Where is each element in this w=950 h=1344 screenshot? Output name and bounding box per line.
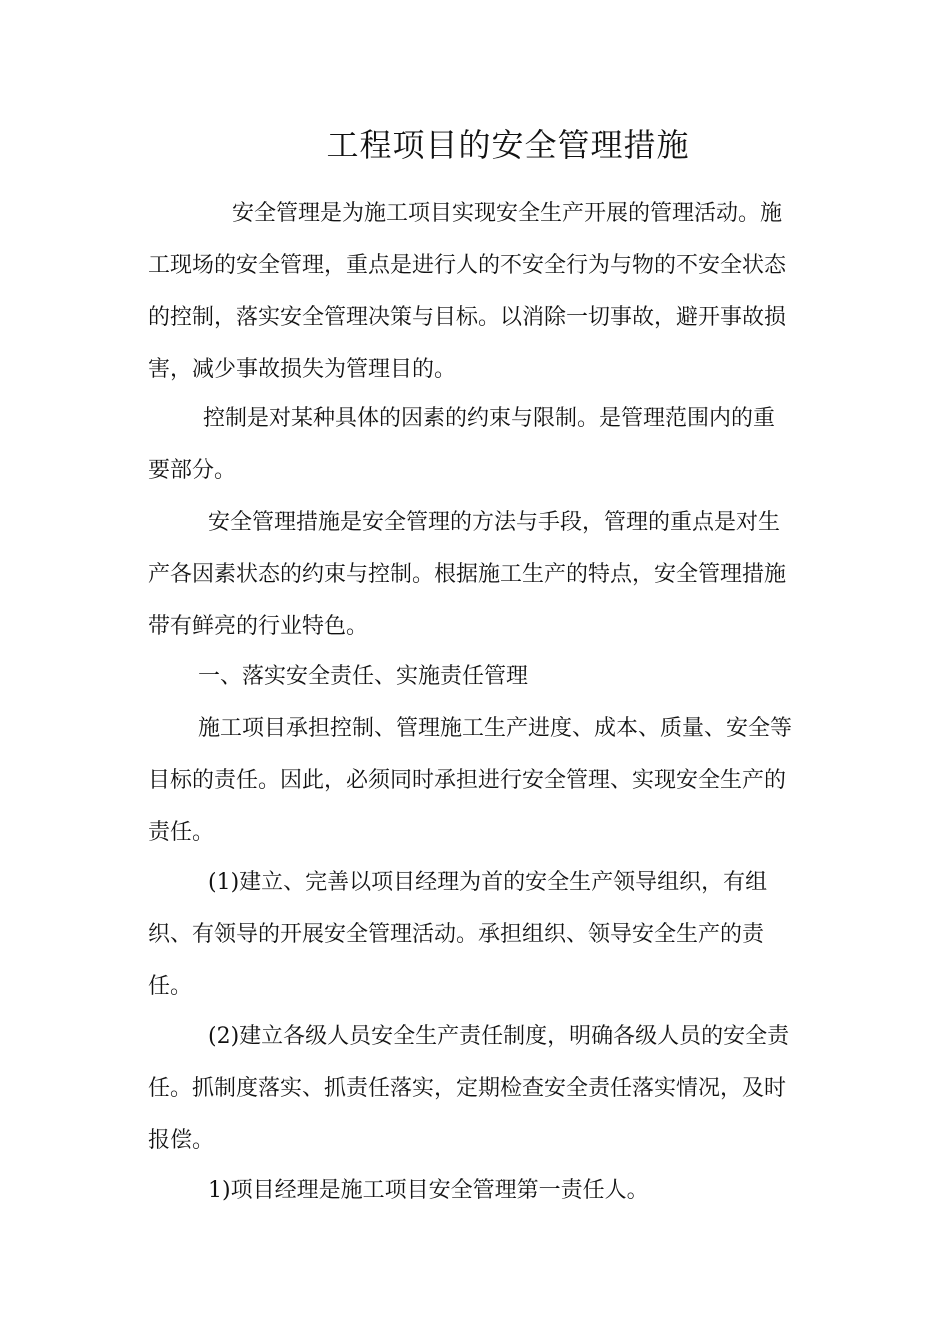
page-title: 工程项目的安全管理措施 (326, 126, 690, 164)
paragraph (148, 703, 808, 859)
text-line: 害，减少事故损失为管理目的。 (148, 357, 457, 382)
paragraph (148, 1165, 808, 1217)
text-line: 带有鲜亮的行业特色。 (148, 614, 369, 639)
text-line: 产各因素状态的约束与控制。根据施工生产的特点，安全管理措施 (148, 562, 787, 587)
paragraph (148, 1011, 808, 1167)
text-line: 施工项目承担控制、管理施工生产进度、成本、质量、安全等 (198, 716, 793, 741)
section-heading (148, 651, 808, 703)
text-line: 1)项目经理是施工项目安全管理第一责任人。 (208, 1178, 649, 1203)
text-line: 任。 (148, 974, 193, 999)
text-line: 控制是对某种具体的因素的约束与限制。是管理范围内的重 (203, 406, 776, 431)
text-line: 安全管理是为施工项目实现安全生产开展的管理活动。施 (232, 201, 783, 226)
text-line: (1)建立、完善以项目经理为首的安全生产领导组织，有组 (208, 870, 768, 895)
paragraph (148, 393, 808, 497)
text-line: 任。抓制度落实、抓责任落实，定期检查安全责任落实情况，及时 (148, 1076, 787, 1101)
paragraph (148, 188, 808, 396)
text-line: 责任。 (148, 820, 215, 845)
paragraph (148, 857, 808, 1013)
paragraph (148, 497, 808, 653)
text-line: (2)建立各级人员安全生产责任制度，明确各级人员的安全责 (208, 1024, 790, 1049)
text-line: 报偿。 (148, 1128, 215, 1153)
text-line: 工现场的安全管理，重点是进行人的不安全行为与物的不安全状态 (148, 253, 787, 278)
text-line: 一、落实安全责任、实施责任管理 (198, 664, 529, 689)
text-line: 织、有领导的开展安全管理活动。承担组织、领导安全生产的责 (148, 922, 765, 947)
text-line: 目标的责任。因此，必须同时承担进行安全管理、实现安全生产的 (148, 768, 787, 793)
text-line: 要部分。 (148, 458, 237, 483)
text-line: 安全管理措施是安全管理的方法与手段，管理的重点是对生 (208, 510, 781, 535)
text-line: 的控制，落实安全管理决策与目标。以消除一切事故，避开事故损 (148, 305, 787, 330)
